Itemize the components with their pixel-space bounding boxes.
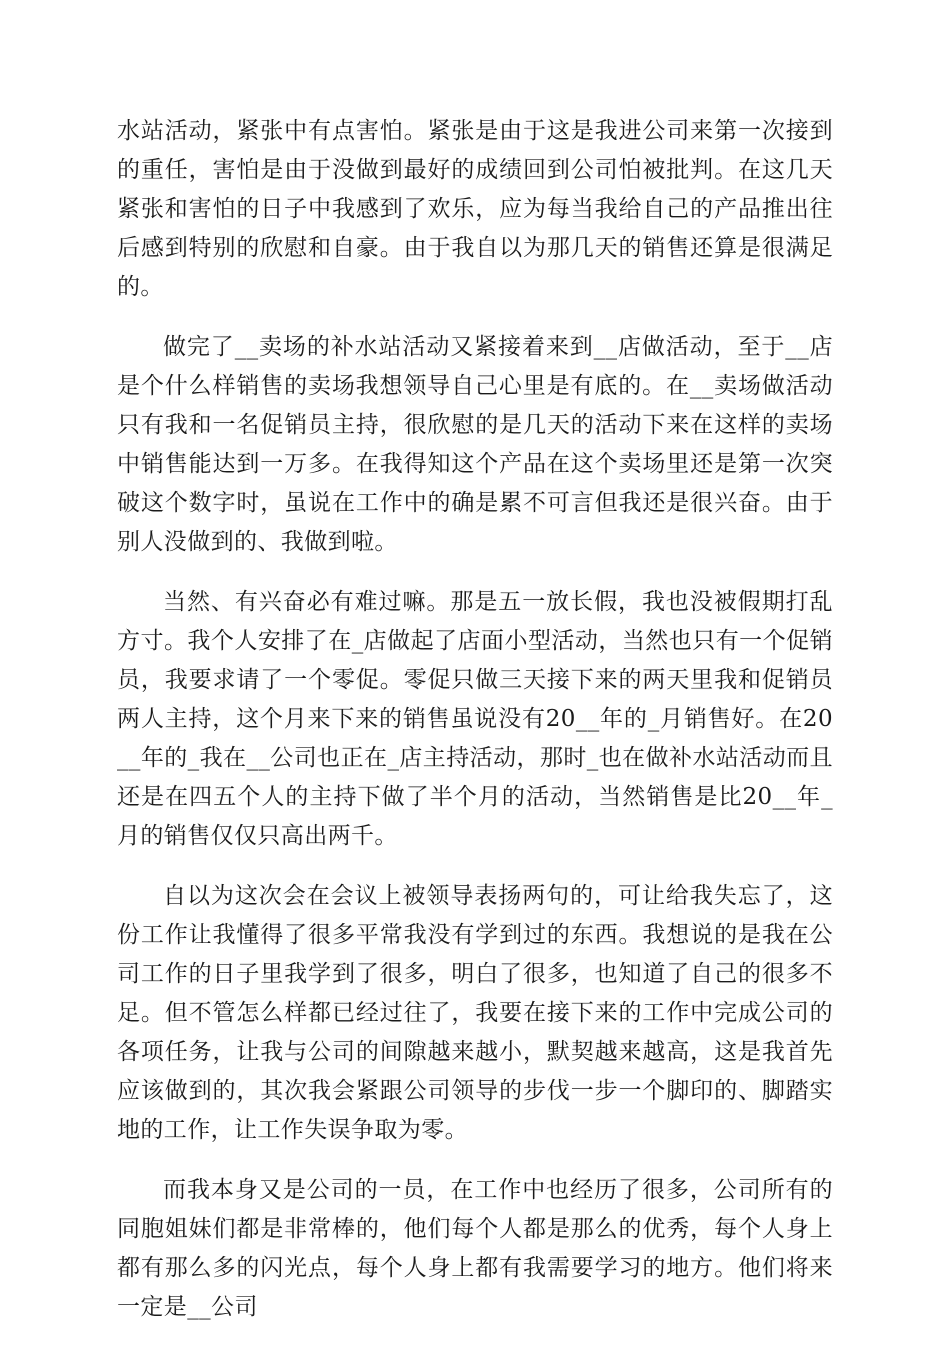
document-body	[117, 112, 833, 1348]
paragraph-1: 水站活动，紧张中有点害怕。紧张是由于这是我进公司来第一次接到的重任，害怕是由于没做到最好的成绩回到公司怕被批判。在这几天紧张和害怕的日子中我感到了欢乐，应为每当我给自己的产品推出往后感到特别的欣慰和自豪。由于我自以为那几天的销售还算是很满足的。	[117, 118, 833, 300]
paragraph-2: 做完了__卖场的补水站活动又紧接着来到__店做活动，至于__店是个什么样销售的卖场我想领导自己心里是有底的。在__卖场做活动只有我和一名促销员主持，很欣慰的是几天的活动下来在这样的卖场中销售能达到一万多。在我得知这个产品在这个卖场里还是第一次突破这个数字时，虽说在工作中的确是累不可言但我还是很兴奋。由于别人没做到的、我做到啦。	[117, 334, 833, 555]
paragraph-4: 自以为这次会在会议上被领导表扬两句的，可让给我失忘了，这份工作让我懂得了很多平常我没有学到过的东西。我想说的是我在公司工作的日子里我学到了很多，明白了很多，也知道了自己的很多不足。但不管怎么样都已经过往了，我要在接下来的工作中完成公司的各项任务，让我与公司的间隙越来越小，默契越来越高，这是我首先应该做到的，其次我会紧跟公司领导的步伐一步一个脚印的、脚踏实地的工作，让工作失误争取为零。	[117, 883, 833, 1143]
paragraph-5: 而我本身又是公司的一员，在工作中也经历了很多，公司所有的同胞姐妹们都是非常棒的，他们每个人都是那么的优秀，每个人身上都有那么多的闪光点，每个人身上都有我需要学习的地方。他们将来一定是__公司	[117, 1177, 833, 1320]
paragraph-3: 当然、有兴奋必有难过嘛。那是五一放长假，我也没被假期打乱方寸。我个人安排了在_店做起了店面小型活动，当然也只有一个促销员，我要求请了一个零促。零促只做三天接下来的两天里我和促销员两人主持，这个月来下来的销售虽说没有20__年的_月销售好。在20__年的_我在__公司也正在_店主持活动，那时_也在做补水站活动而且还是在四五个人的主持下做了半个月的活动，当然销售是比20__年_月的销售仅仅只高出两千。	[117, 589, 833, 849]
